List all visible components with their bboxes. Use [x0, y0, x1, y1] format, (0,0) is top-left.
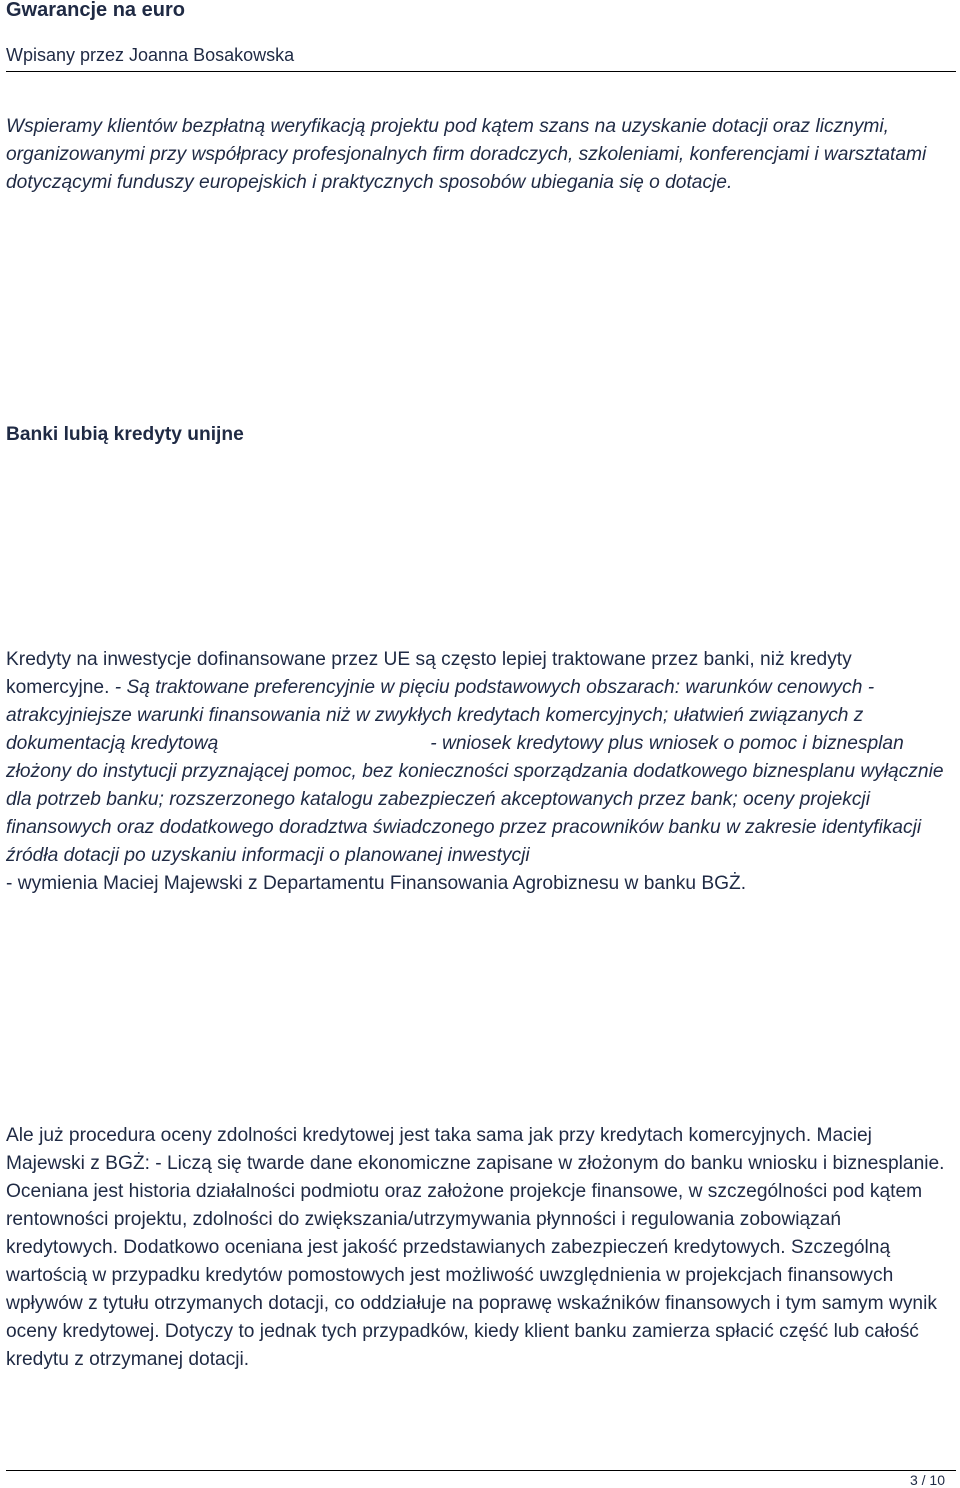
page-indicator: 3 / 10	[909, 1472, 945, 1488]
document-title: Gwarancje na euro	[6, 0, 185, 21]
credits-paragraph	[6, 646, 956, 898]
credits-quote-part1: - Są traktowane preferencyjnie w pięciu podstawowych obszarach: warunków cenowych - atrakcyjniejsze warunki finansowania niż w zwykłych kredytach komercyjnych; ułatwień związanych z dokumentacją kredytową	[6, 677, 875, 754]
credits-quote-part2: - wniosek kredytowy plus wniosek o pomoc i biznesplan złożony do instytucji przyznającej pomoc, bez konieczności sporządzania dodatkowego biznesplanu wyłącznie dla potrzeb banku; rozszerzonego katalogu zabezpieczeń akceptowanych przez bank; oceny projekcji finansowych oraz dodatkowego doradztwa świadczonego przez pracowników banku w zakresie identyfikacji źródła dotacji po uzyskaniu informacji o planowanej inwestycji	[6, 733, 944, 866]
footer-divider	[6, 1470, 956, 1471]
header-divider	[6, 71, 956, 72]
section-heading: Banki lubią kredyty unijne	[6, 424, 244, 445]
closing-paragraph: Ale już procedura oceny zdolności kredytowej jest taka sama jak przy kredytach komercyjnych. Maciej Majewski z BGŻ: - Liczą się twarde dane ekonomiczne zapisane w złożonym do banku wniosku i biznesplanie. Oceniana jest historia działalności podmiotu oraz założone projekcje finansowe, w szczególności pod kątem rentowności projektu, zdolności do zwiększania/utrzymywania płynności i regulowania zobowiązań kredytowych. Dodatkowo oceniana jest jakość przedstawianych zabezpieczeń kredytowych. Szczególną wartością w przypadku kredytów pomostowych jest możliwość uwzględnienia w projekcjach finansowych wpływów z tytułu otrzymanych dotacji, co oddziałuje na poprawę wskaźników finansowych i tym samym wynik oceny kredytowej. Dotyczy to jednak tych przypadków, kiedy klient banku zamierza spłacić część lub całość kredytu z otrzymanej dotacji.	[6, 1125, 945, 1370]
author-line: Wpisany przez Joanna Bosakowska	[6, 45, 295, 65]
credits-attribution: - wymienia Maciej Majewski z Departamentu Finansowania Agrobiznesu w banku BGŻ.	[6, 873, 747, 894]
credits-lead-text: Kredyty na inwestycje dofinansowane przez UE są często lepiej traktowane przez banki, niż kredyty komercyjne.	[6, 649, 852, 698]
intro-paragraph: Wspieramy klientów bezpłatną weryfikacją projektu pod kątem szans na uzyskanie dotacji oraz licznymi, organizowanymi przy współpracy profesjonalnych firm doradczych, szkoleniami, konferencjami i warsztatami dotyczącymi funduszy europejskich i praktycznych sposobów ubiegania się o dotacje.	[6, 116, 927, 193]
